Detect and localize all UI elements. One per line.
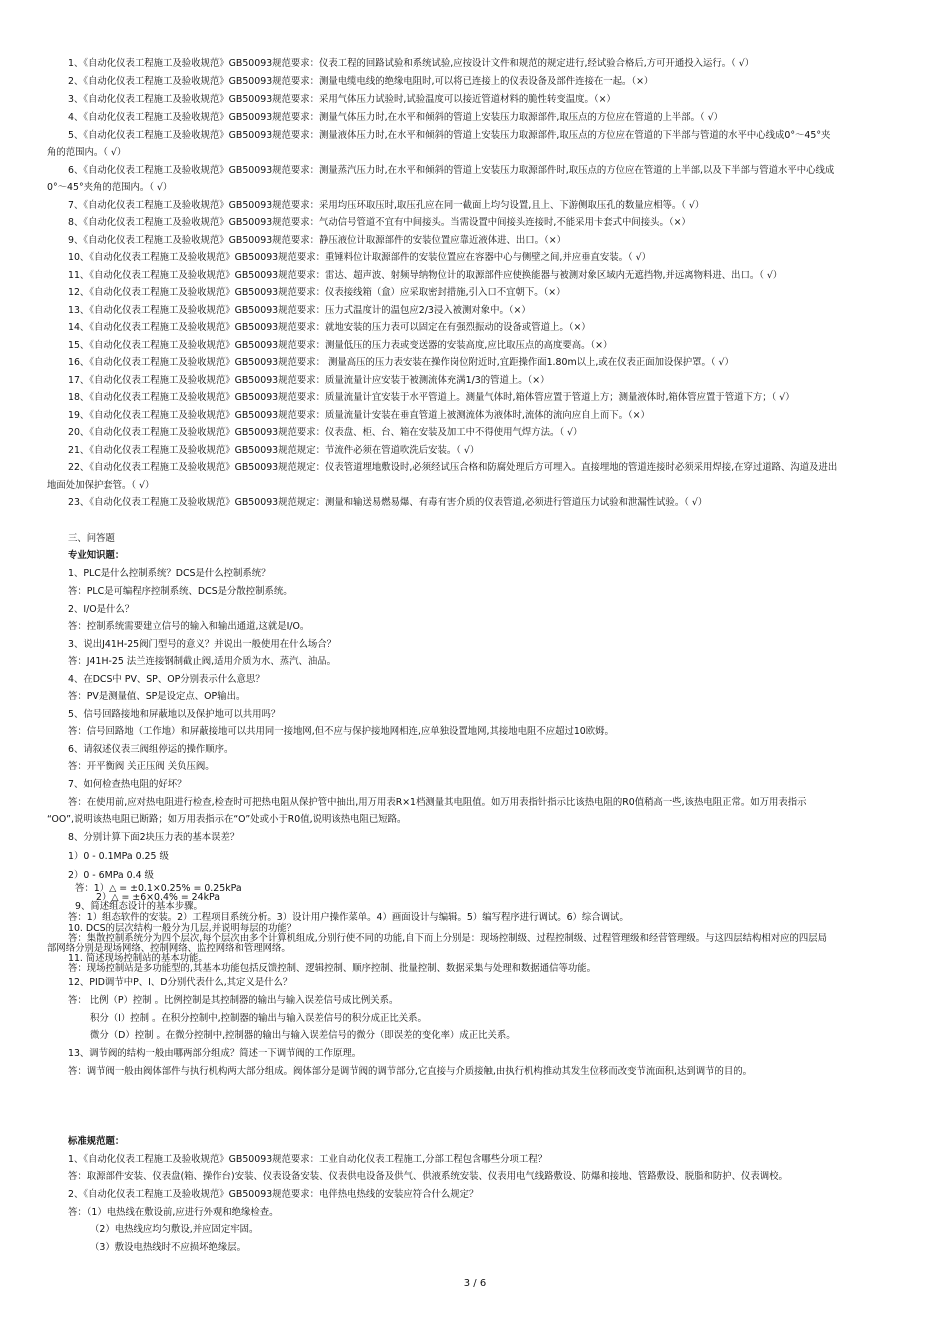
qa-line: 1、PLC是什么控制系统？DCS是什么控制系统？ bbox=[68, 568, 271, 579]
qa-line: 4、在DCS中 PV、SP、OP分别表示什么意思？ bbox=[68, 674, 265, 685]
qa-line: 6、请叙述仪表三阀组停运的操作顺序。 bbox=[68, 744, 234, 755]
judgment-item: 10、《自动化仪表工程施工及验收规范》GB50093规范要求：重锤料位计取源部件的安装位置应在容器中心与侧壁之间,并应垂直安装。（ √） bbox=[68, 252, 651, 263]
qa-line: 8、分别计算下面2块压力表的基本误差？ bbox=[68, 832, 240, 843]
qa-line: 答：信号回路地（工作地）和屏蔽接地可以共用同一接地网,但不应与保护接地网相连,应单独设置地网,其接地电阻不应超过10欧姆。 bbox=[68, 726, 614, 737]
standard-line: （2）电热线应均匀敷设,并应固定牢固。 bbox=[90, 1224, 259, 1235]
judgment-item: 2、《自动化仪表工程施工及验收规范》GB50093规范要求：测量电缆电线的绝缘电阻时,可以将已连接上的仪表设备及部件连接在一起。（×） bbox=[68, 76, 654, 87]
qa-line: 答：J41H-25 法兰连接钢制截止阀,适用介质为水、蒸汽、油品。 bbox=[68, 656, 337, 667]
qa-line: 答：现场控制站是多功能型的,其基本功能包括反馈控制、逻辑控制、顺序控制、批量控制、数据采集与处理和数据通信等功能。 bbox=[68, 963, 596, 974]
qa-line: 答：1）△ = ±0.1×0.25% = 0.25kPa bbox=[75, 883, 242, 894]
qa-line: 13、调节阀的结构一般由哪两部分组成？简述一下调节阀的工作原理。 bbox=[68, 1048, 362, 1059]
qa-line: 答：调节阀一般由阀体部件与执行机构两大部分组成。阀体部分是调节阀的调节部分,它直接与介质接触,由执行机构推动其发生位移而改变节流面积,达到调节的目的。 bbox=[68, 1066, 752, 1077]
qa-line: 9、简述组态设计的基本步骤。 bbox=[75, 901, 203, 912]
qa-line-cont: 部网络分别是现场网络、控制网络、监控网络和管理网络。 bbox=[47, 943, 291, 954]
judgment-item: 22、《自动化仪表工程施工及验收规范》GB50093规范规定：仪表管道埋地敷设时,必须经试压合格和防腐处理后方可埋入。直接埋地的管道连接时必须采用焊接,在穿过道路、沟道及进出 bbox=[68, 462, 838, 473]
qa-line: 3、说出J41H-25阀门型号的意义？并说出一般使用在什么场合？ bbox=[68, 639, 337, 650]
judgment-item: 21、《自动化仪表工程施工及验收规范》GB50093规范规定：节流件必须在管道吹洗后安装。（ √） bbox=[68, 445, 480, 456]
qa-line: 答：控制系统需要建立信号的输入和输出通道,这就是I/O。 bbox=[68, 621, 310, 632]
qa-line: 10. DCS的层次结构一般分为几层,并说明每层的功能？ bbox=[68, 923, 297, 934]
judgment-item: 15、《自动化仪表工程施工及验收规范》GB50093规范要求：测量低压的压力表或变送器的安装高度,应比取压点的高度要高。（×） bbox=[68, 340, 613, 351]
standard-line: 答：（1）电热线在敷设前,应进行外观和绝缘检查。 bbox=[68, 1207, 279, 1218]
judgment-item: 4、《自动化仪表工程施工及验收规范》GB50093规范要求：测量气体压力时,在水平和倾斜的管道上安装压力取源部件,取压点的方位应在管道的上半部。（ √） bbox=[68, 112, 724, 123]
qa-line: 微分（D）控制 。在微分控制中,控制器的输出与输入误差信号的微分（即误差的变化率）成正比关系。 bbox=[90, 1030, 516, 1041]
qa-line: 积分（I）控制 。在积分控制中,控制器的输出与输入误差信号的积分成正比关系。 bbox=[90, 1013, 427, 1024]
qa-line-cont: “OO”,说明该热电阻已断路；如万用表指示在“O”处或小于R0值,说明该热电阻已短路。 bbox=[47, 814, 407, 825]
qa-line: 7、如何检查热电阻的好坏？ bbox=[68, 779, 187, 790]
qa-line: 答：PLC是可编程序控制系统、DCS是分散控制系统。 bbox=[68, 586, 293, 597]
qa-line: 2）△ = ±6×0.4% = 24kPa bbox=[96, 892, 221, 903]
qa-line: 答：集散控制系统分为四个层次,每个层次由多个计算机组成,分别行使不同的功能,自下而上分别是：现场控制级、过程控制级、过程管理级和经营管理级。与这四层结构相对应的四层局 bbox=[68, 933, 827, 944]
judgment-item-cont: 地面处加保护套管。（ √） bbox=[47, 480, 155, 491]
judgment-item: 18、《自动化仪表工程施工及验收规范》GB50093规范要求：质量流量计宜安装于水平管道上。测量气体时,箱体管应置于管道上方；测量液体时,箱体管应置于管道下方；（ √） bbox=[68, 392, 795, 403]
judgment-item-cont: 0°～45°夹角的范围内。（ √） bbox=[47, 182, 173, 193]
qa-line: 12、PID调节中P、I、D分别代表什么,其定义是什么？ bbox=[68, 977, 293, 988]
judgment-item: 16、《自动化仪表工程施工及验收规范》GB50093规范要求： 测量高压的压力表安装在操作岗位附近时,宜距操作面1.80m以上,或在仪表正面加设保护罩。（ √） bbox=[68, 357, 734, 368]
qa-line: 答： 比例（P）控制 。比例控制是其控制器的输出与输入误差信号成比例关系。 bbox=[68, 995, 399, 1006]
qa-line: 答：PV是测量值、SP是设定点、OP输出。 bbox=[68, 691, 246, 702]
qa-line: 2、I/O是什么？ bbox=[68, 604, 135, 615]
judgment-item: 12、《自动化仪表工程施工及验收规范》GB50093规范要求：仪表接线箱（盒）应采取密封措施,引入口不宜朝下。（×） bbox=[68, 287, 566, 298]
judgment-item: 7、《自动化仪表工程施工及验收规范》GB50093规范要求：采用均压环取压时,取压孔应在同一截面上均匀设置,且上、下游侧取压孔的数量应相等。（ √） bbox=[68, 200, 705, 211]
judgment-item: 11、《自动化仪表工程施工及验收规范》GB50093规范要求：雷达、超声波、射频导纳物位计的取源部件应使换能器与被测对象区域内无遮挡物,并远离物料进、出口。（ √） bbox=[68, 270, 783, 281]
judgment-item: 9、《自动化仪表工程施工及验收规范》GB50093规范要求：静压液位计取源部件的安装位置应靠近液体进、出口。（×） bbox=[68, 235, 566, 246]
standard-line: 答：取源部件安装、仪表盘(箱、操作台)安装、仪表设备安装、仪表供电设备及供气、供液系统安装、仪表用电气线路敷设、防爆和接地、管路敷设、脱脂和防护、仪表调校。 bbox=[68, 1171, 788, 1182]
judgment-item: 1、《自动化仪表工程施工及验收规范》GB50093规范要求：仪表工程的回路试验和系统试验,应按设计文件和规范的规定进行,经试验合格后,方可开通投入运行。（ √） bbox=[68, 58, 755, 69]
judgment-item: 17、《自动化仪表工程施工及验收规范》GB50093规范要求：质量流量计应安装于被测流体充满1/3的管道上。（×） bbox=[68, 375, 550, 386]
judgment-item: 6、《自动化仪表工程施工及验收规范》GB50093规范要求：测量蒸汽压力时,在水平和倾斜的管道上安装压力取源部件时,取压点的方位应在管道的上半部,以及下半部与管道水平中心线成 bbox=[68, 165, 835, 176]
qa-line: 11. 简述现场控制站的基本功能。 bbox=[68, 953, 208, 964]
standard-line: （3）敷设电热线时不应损坏绝缘层。 bbox=[90, 1242, 246, 1253]
judgment-item: 19、《自动化仪表工程施工及验收规范》GB50093规范要求：质量流量计安装在垂直管道上被测流体为液体时,流体的流向应自上而下。（×） bbox=[68, 410, 650, 421]
qa-line: 答：开平衡阀 关正压阀 关负压阀。 bbox=[68, 761, 215, 772]
judgment-item: 13、《自动化仪表工程施工及验收规范》GB50093规范要求：压力式温度计的温包应2/3浸入被测对象中。（×） bbox=[68, 305, 531, 316]
standard-line: 1、《自动化仪表工程施工及验收规范》GB50093规范要求：工业自动化仪表工程施工,分部工程包含哪些分项工程？ bbox=[68, 1154, 548, 1165]
qa-line: 5、信号回路接地和屏蔽地以及保护地可以共用吗？ bbox=[68, 709, 281, 720]
judgment-item: 20、《自动化仪表工程施工及验收规范》GB50093规范要求：仪表盘、柜、台、箱在安装及加工中不得使用气焊方法。（ √） bbox=[68, 427, 583, 438]
subsection-title: 专业知识题： bbox=[68, 550, 125, 561]
subsection-title: 标准规范题： bbox=[68, 1136, 125, 1147]
section-title: 三、问答题 bbox=[68, 533, 115, 544]
qa-line: 1）0 - 0.1MPa 0.25 级 bbox=[68, 851, 169, 862]
judgment-item: 5、《自动化仪表工程施工及验收规范》GB50093规范要求：测量液体压力时,在水平和倾斜的管道上安装压力取源部件,取压点的方位应在管道的下半部与管道的水平中心线成0°～45°夹 bbox=[68, 130, 831, 141]
judgment-item: 14、《自动化仪表工程施工及验收规范》GB50093规范要求：就地安装的压力表可以固定在有强烈振动的设备或管道上。（×） bbox=[68, 322, 591, 333]
standard-line: 2、《自动化仪表工程施工及验收规范》GB50093规范要求：电伴热电热线的安装应符合什么规定？ bbox=[68, 1189, 479, 1200]
judgment-item-cont: 角的范围内。（ √） bbox=[47, 147, 127, 158]
qa-line: 答：1）组态软件的安装。2）工程项目系统分析。3）设计用户操作菜单。4）画面设计与编辑。5）编写程序进行调试。6）综合调试。 bbox=[68, 912, 629, 923]
judgment-item: 23、《自动化仪表工程施工及验收规范》GB50093规范规定：测量和输送易燃易爆、有毒有害介质的仪表管道,必须进行管道压力试验和泄漏性试验。（ √） bbox=[68, 497, 708, 508]
judgment-item: 3、《自动化仪表工程施工及验收规范》GB50093规范要求：采用气体压力试验时,试验温度可以接近管道材料的脆性转变温度。（×） bbox=[68, 94, 616, 105]
qa-line: 2）0 - 6MPa 0.4 级 bbox=[68, 870, 154, 881]
page-number: 3 / 6 bbox=[463, 1278, 487, 1289]
judgment-item: 8、《自动化仪表工程施工及验收规范》GB50093规范要求：气动信号管道不宜有中间接头。当需设置中间接头连接时,不能采用卡套式中间接头。（×） bbox=[68, 217, 691, 228]
qa-line: 答：在使用前,应对热电阻进行检查,检查时可把热电阻从保护管中抽出,用万用表R×1档测量其电阻值。如万用表指针指示比该热电阻的R0值稍高一些,该热电阻正常。如万用表指示 bbox=[68, 797, 807, 808]
